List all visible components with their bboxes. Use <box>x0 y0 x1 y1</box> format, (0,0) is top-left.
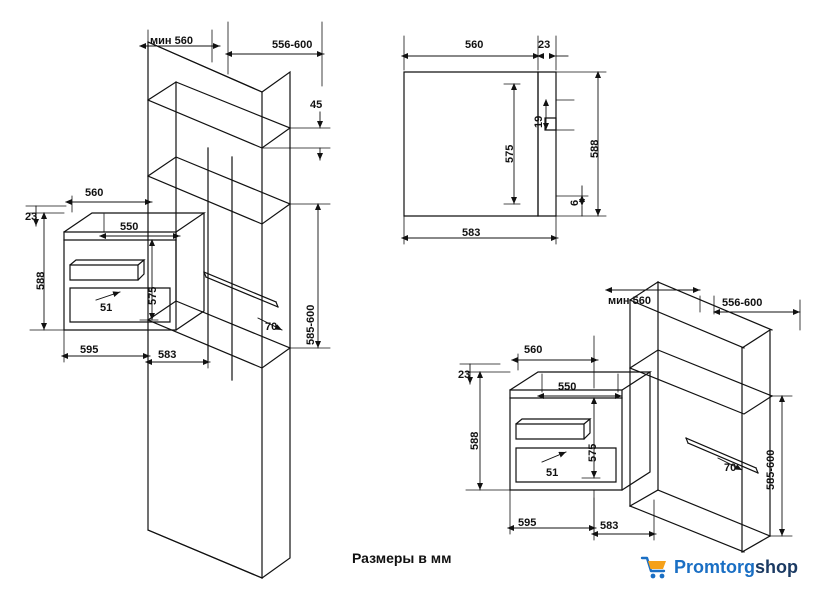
dim-label-595-left: 595 <box>80 344 99 356</box>
dim-label-588-left: 588 <box>35 271 47 290</box>
cart-icon <box>640 554 668 580</box>
logo-text <box>674 557 798 578</box>
dim-label-min560-top: мин 560 <box>150 35 193 47</box>
promtorgshop-logo[interactable] <box>640 548 816 588</box>
dim-label-70-left: 70 <box>265 321 278 333</box>
dim-label-70-br: 70 <box>724 462 737 474</box>
dim-label-575-br: 575 <box>587 443 599 462</box>
dim-label-560-left: 560 <box>85 187 104 199</box>
dim-label-575-plan: 575 <box>504 144 516 163</box>
logo-text-primary: Promtorg <box>674 557 755 577</box>
dim-label-556-600-top: 556-600 <box>272 39 313 51</box>
dim-label-556-600-br: 556-600 <box>722 297 763 309</box>
dim-label-550-left: 550 <box>120 221 139 233</box>
dim-label-585-600-br: 585-600 <box>765 449 777 490</box>
dim-label-585-600-left: 585-600 <box>305 304 317 345</box>
dim-label-550-br: 550 <box>558 381 577 393</box>
dim-label-51-br: 51 <box>546 467 559 479</box>
dim-label-min560-br: мин 560 <box>608 295 651 307</box>
dim-label-19-plan: 19 <box>533 115 545 128</box>
dim-label-595-br: 595 <box>518 517 537 529</box>
dim-label-583-br: 583 <box>600 520 619 532</box>
dim-label-23-plan: 23 <box>538 39 551 51</box>
logo-text-secondary: shop <box>755 557 798 577</box>
dim-label-6-plan: 6 <box>569 199 581 206</box>
dim-label-588-plan: 588 <box>589 139 601 158</box>
dim-label-560-plan: 560 <box>465 39 484 51</box>
dim-label-23-br: 23 <box>458 369 471 381</box>
dim-label-45: 45 <box>310 99 323 111</box>
dim-label-583-left: 583 <box>158 349 177 361</box>
dim-label-583-plan: 583 <box>462 227 481 239</box>
dim-label-575-left: 575 <box>147 286 159 305</box>
dim-label-588-br: 588 <box>469 431 481 450</box>
dim-label-51-left: 51 <box>100 302 113 314</box>
units-caption: Размеры в мм <box>352 550 452 566</box>
dim-label-560-br: 560 <box>524 344 543 356</box>
dim-label-23-left: 23 <box>25 211 38 223</box>
